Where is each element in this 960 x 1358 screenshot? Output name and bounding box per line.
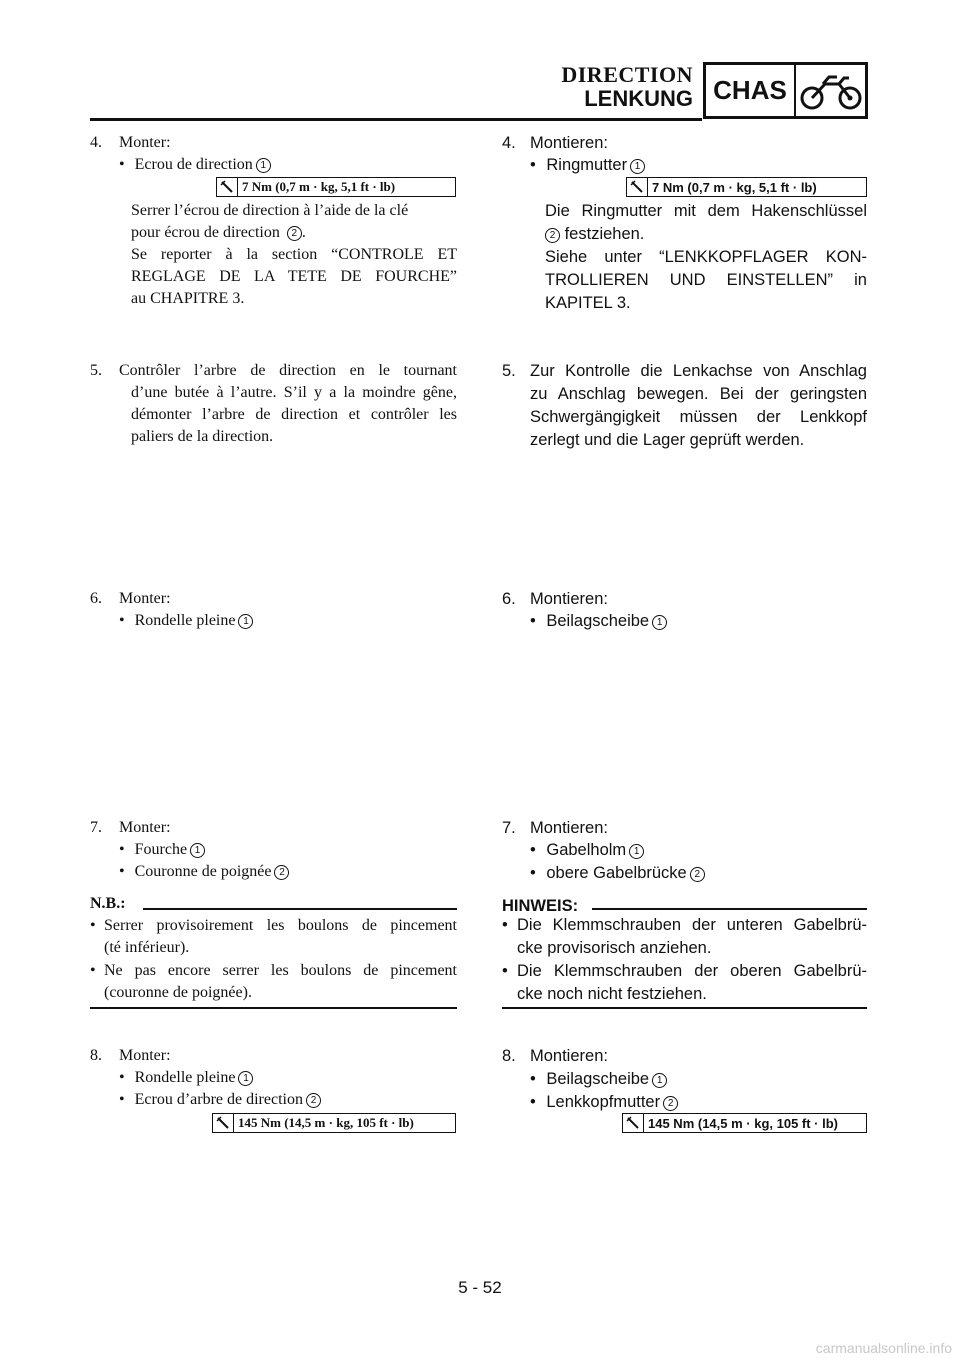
paragraph-line: Contrôler l’arbre de direction en le tournant — [119, 362, 457, 379]
step-number: 4. — [90, 134, 102, 151]
torque-wrench-icon — [627, 178, 648, 196]
callout-marker: 2 — [274, 865, 289, 880]
note-label: N.B.: — [90, 895, 126, 912]
note-divider — [90, 1007, 457, 1009]
step-title: Montieren: — [530, 1047, 608, 1065]
part-name: Ecrou d’arbre de direction — [134, 1091, 303, 1108]
paragraph-text: pour écrou de direction — [131, 224, 280, 241]
torque-value: 145 Nm (14,5 m · kg, 105 ft · lb) — [648, 1115, 839, 1131]
callout-marker: 2 — [663, 1096, 678, 1111]
callout-marker: 1 — [652, 1073, 667, 1088]
step-title: Montieren: — [530, 590, 608, 608]
paragraph-line: zu Anschlag bewegen. Bei der geringsten — [530, 385, 867, 403]
part-name: Gabelholm — [546, 841, 627, 859]
paragraph-line: zerlegt und die Lager geprüft werden. — [530, 431, 805, 449]
paragraph-line — [545, 223, 644, 246]
list-item — [530, 839, 644, 862]
paragraph-line: pour écrou de direction 2 . — [131, 224, 306, 241]
watermark: carmanualsonline.info — [815, 1340, 952, 1356]
callout-marker: 1 — [256, 158, 271, 173]
list-item — [119, 1067, 253, 1089]
paragraph-line: d’une butée à l’autre. S’il y a la moindre gêne, — [131, 384, 457, 401]
part-name: obere Gabelbrücke — [546, 864, 687, 882]
note-divider — [143, 908, 457, 910]
paragraph-line: démonter l’arbre de direction et contrôler les — [131, 406, 457, 423]
torque-wrench-icon — [623, 1114, 644, 1132]
callout-marker: 1 — [652, 615, 667, 630]
list-item — [530, 1068, 667, 1091]
torque-value: 7 Nm (0,7 m · kg, 5,1 ft · lb) — [242, 179, 396, 194]
note-line: Ne pas encore serrer les boulons de pincement — [104, 962, 457, 979]
paragraph-line: Zur Kontrolle die Lenkachse von Anschlag — [530, 362, 867, 380]
list-item — [530, 862, 705, 885]
note-bullet: • — [502, 916, 508, 934]
paragraph-line: Se reporter à la section “CONTROLE ET — [131, 246, 457, 263]
bullet: • — [530, 156, 536, 174]
bullet: • — [530, 612, 536, 630]
header-title-fr: DIRECTION — [561, 62, 693, 87]
paragraph-line: KAPITEL 3. — [545, 294, 631, 312]
callout-marker: 2 — [287, 226, 302, 241]
motorcycle-icon — [796, 65, 865, 116]
note-divider — [592, 908, 867, 910]
bullet: • — [119, 863, 125, 880]
list-item — [530, 610, 667, 633]
callout-marker: 2 — [545, 228, 560, 243]
note-bullet: • — [90, 962, 96, 979]
header-rule — [90, 118, 702, 121]
paragraph-line: Siehe unter “LENKKOPFLAGER KON- — [545, 248, 867, 266]
bullet: • — [530, 841, 536, 859]
step-number: 5. — [90, 362, 102, 379]
note-line: Die Klemmschrauben der unteren Gabelbrü- — [517, 916, 867, 934]
torque-spec — [216, 177, 456, 197]
step-title: Monter: — [119, 1047, 171, 1064]
bullet: • — [119, 1091, 125, 1108]
paragraph-line: REGLAGE DE LA TETE DE FOURCHE” — [131, 268, 457, 285]
bullet: • — [119, 1069, 125, 1086]
step-number: 8. — [502, 1047, 516, 1065]
paragraph-line: Die Ringmutter mit dem Hakenschlüssel — [545, 202, 867, 220]
step-number: 6. — [502, 590, 516, 608]
bullet: • — [530, 1093, 536, 1111]
part-name: Beilagscheibe — [546, 612, 650, 630]
note-divider — [502, 1007, 867, 1009]
note-line: (couronne de poignée). — [104, 984, 252, 1001]
callout-marker: 2 — [690, 867, 705, 882]
torque-wrench-icon — [213, 1114, 234, 1132]
bullet: • — [119, 841, 125, 858]
torque-wrench-icon — [217, 178, 238, 196]
part-name: Couronne de poignée — [134, 863, 272, 880]
list-item — [119, 1089, 321, 1111]
note-line: Die Klemmschrauben der oberen Gabelbrü- — [517, 962, 867, 980]
list-item — [119, 861, 289, 883]
note-label: HINWEIS: — [502, 897, 579, 915]
part-name: Ringmutter — [546, 156, 628, 174]
note-bullet: • — [90, 917, 96, 934]
list-item — [530, 154, 645, 177]
step-number: 5. — [502, 362, 516, 380]
torque-value: 145 Nm (14,5 m · kg, 105 ft · lb) — [238, 1115, 414, 1130]
note-line: (té inférieur). — [104, 939, 190, 956]
section-badge-label: CHAS — [706, 65, 796, 116]
bullet: • — [530, 1070, 536, 1088]
callout-marker: 1 — [630, 159, 645, 174]
step-title: Monter: — [119, 590, 171, 607]
paragraph-line: paliers de la direction. — [131, 428, 274, 445]
bullet: • — [119, 156, 125, 173]
torque-spec — [626, 177, 867, 197]
step-number: 7. — [502, 819, 516, 837]
step-number: 6. — [90, 590, 102, 607]
callout-marker: 1 — [629, 844, 644, 859]
list-item — [119, 839, 205, 861]
paragraph-text: festziehen. — [564, 225, 645, 243]
callout-marker: 2 — [306, 1093, 321, 1108]
list-item — [119, 154, 271, 176]
torque-spec — [622, 1113, 867, 1133]
callout-marker: 1 — [238, 1071, 253, 1086]
torque-spec — [212, 1113, 456, 1133]
part-name: Fourche — [134, 841, 188, 858]
bullet: • — [119, 612, 125, 629]
note-bullet: • — [502, 962, 508, 980]
step-title: Montieren: — [530, 134, 608, 152]
note-line: cke noch nicht festziehen. — [517, 985, 707, 1003]
torque-value: 7 Nm (0,7 m · kg, 5,1 ft · lb) — [652, 179, 817, 195]
paragraph-line: Serrer l’écrou de direction à l’aide de la clé — [131, 202, 409, 219]
paragraph-line: TROLLIEREN UND EINSTELLEN” in — [545, 271, 867, 289]
list-item — [119, 610, 253, 632]
note-line: Serrer provisoirement les boulons de pincement — [104, 917, 457, 934]
step-number: 8. — [90, 1047, 102, 1064]
header-title-de: LENKUNG — [584, 86, 693, 111]
step-number: 7. — [90, 819, 102, 836]
callout-marker: 1 — [190, 843, 205, 858]
bullet: • — [530, 864, 536, 882]
part-name: Lenkkopfmutter — [546, 1093, 661, 1111]
part-name: Ecrou de direction — [134, 156, 253, 173]
section-badge — [703, 62, 868, 119]
step-title: Monter: — [119, 134, 171, 151]
part-name: Rondelle pleine — [134, 612, 236, 629]
callout-marker: 1 — [238, 614, 253, 629]
step-title: Monter: — [119, 819, 171, 836]
note-line: cke provisorisch anziehen. — [517, 939, 712, 957]
step-title: Montieren: — [530, 819, 608, 837]
part-name: Rondelle pleine — [134, 1069, 236, 1086]
step-number: 4. — [502, 134, 516, 152]
paragraph-line: Schwergängigkeit müssen der Lenkkopf — [530, 408, 867, 426]
page-number: 5 - 52 — [458, 1278, 502, 1297]
paragraph-line: au CHAPITRE 3. — [131, 290, 245, 307]
part-name: Beilagscheibe — [546, 1070, 650, 1088]
